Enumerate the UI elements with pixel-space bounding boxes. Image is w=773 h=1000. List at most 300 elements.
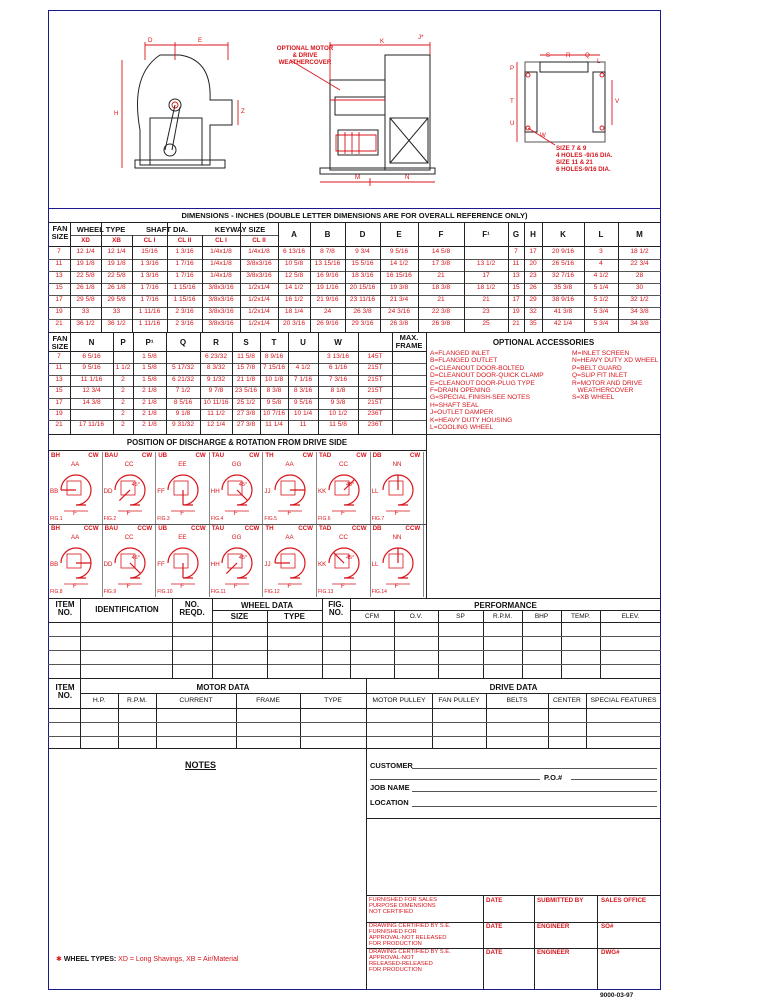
discharge-f-label: F [73, 510, 77, 517]
accessory-item: A=FLANGED INLET [430, 350, 490, 357]
dim2-cell: 2 [121, 410, 125, 417]
dim-cell: 21 [437, 296, 445, 303]
rotation-label: CW [141, 452, 153, 459]
dim-cell: 15 5/16 [351, 260, 374, 267]
fig-no-header: FIG. NO. [328, 600, 344, 617]
dim-cell: 21 3/4 [389, 296, 409, 303]
dim-cell: 33 [112, 308, 121, 315]
dim-cell: 1 3/16 [140, 260, 159, 267]
dim-cell: 13 [512, 272, 520, 279]
dim-cell: 4 1/2 [593, 272, 609, 279]
dim-cell: 19 1/16 [316, 284, 339, 291]
rotation-label: CCW [351, 525, 367, 532]
dim-cell: 29 5/8 [76, 296, 95, 303]
dim-col-header-l: L [598, 230, 604, 239]
discharge-f-label: F [180, 583, 184, 590]
rotation-label: CW [195, 452, 206, 459]
dim-cell: 26 3/8 [431, 320, 451, 327]
dim2-cell: 27 3/8 [236, 421, 256, 429]
drive-col-center: CENTER [553, 697, 581, 704]
dim-cell: 18 1/2 [630, 248, 649, 255]
rotation-label: CCW [244, 525, 260, 532]
angle-label: 45° [131, 555, 140, 561]
rotation-label: CW [88, 452, 99, 459]
dim2-cell: 6 21/32 [172, 375, 194, 383]
fan-scroll-icon [49, 525, 103, 597]
accessory-item: K=HEAVY DUTY HOUSING [430, 416, 513, 424]
dim2-cell: 1 1/2 [115, 364, 131, 372]
discharge-f-label: F [341, 583, 345, 590]
perf-col-ov: O.V. [409, 613, 423, 620]
figure-number: FIG.13 [318, 589, 334, 595]
discharge-f-label: F [394, 510, 399, 517]
discharge-title: POSITION OF DISCHARGE & ROTATION FROM DRIVE SIDE [126, 438, 348, 447]
dim-cell: 1 15/16 [173, 296, 196, 303]
angle-label: 45° [346, 555, 355, 561]
dim-cell: 22 5/8 [107, 272, 126, 279]
location-label: LOCATION [370, 798, 409, 807]
dim2-cell: 27 3/8 [236, 410, 256, 417]
dim2-cell: 215T [367, 387, 383, 395]
motor-col-type: TYPE [324, 697, 342, 704]
dim-k-label: K [380, 38, 385, 45]
figure-number: FIG.2 [103, 516, 117, 522]
fan-size-cell: 19 [55, 308, 63, 315]
dim-cell: 18 1/4 [284, 308, 304, 315]
dim-cell: 10 5/8 [284, 260, 304, 267]
dim2-cell: 2 [121, 398, 125, 406]
dim-col-header-a: A [291, 230, 297, 239]
dim2-cell: 3 13/16 [327, 353, 349, 360]
discharge-side-dim: HH [210, 561, 220, 568]
motor-col-frame: FRAME [256, 697, 280, 704]
approval-status [369, 923, 481, 947]
dim-cell: 8 7/8 [320, 248, 335, 255]
dim-cell: 23 [482, 308, 490, 315]
dim2-cell: 7 3/16 [328, 375, 348, 383]
discharge-side-dim: HH [210, 488, 220, 495]
fan-scroll-icon [156, 525, 210, 597]
discharge-code: TAD [319, 525, 332, 532]
dim-j-label: J* [418, 34, 424, 41]
dimensions-title: DIMENSIONS - INCHES (DOUBLE LETTER DIMENSIONS ARE FOR OVERALL REFERENCE ONLY) [181, 211, 528, 220]
dim-cell: 28 [635, 272, 644, 279]
no-reqd-header: NO. REQD. [179, 600, 205, 617]
dim-cell: 1 7/16 [175, 260, 194, 267]
dim-h-label: H [114, 110, 119, 117]
dim-cell: 20 15/16 [349, 284, 376, 291]
discharge-dim: CC [124, 461, 134, 468]
motor-col-rpm: R.P.M. [127, 697, 147, 704]
discharge-dim: AA [285, 534, 294, 541]
dim2-cell: 6 23/32 [205, 353, 227, 360]
dim-cell: 1/4x1/8 [210, 260, 232, 267]
dim2-cell: 9 5/16 [82, 364, 101, 372]
document-number: 9000-03-97 [600, 992, 634, 999]
figure-number: FIG.8 [50, 589, 63, 595]
dim-cell: 9 5/16 [389, 248, 409, 255]
po-label: P.O.# [544, 773, 563, 782]
discharge-side-dim: BB [50, 561, 59, 568]
dim-cell: 18 3/16 [351, 272, 374, 279]
dim-u-label: U [510, 120, 515, 127]
dim-l-label: L [597, 58, 601, 65]
accessory-item: C=CLEANOUT DOOR-BOLTED [430, 364, 525, 372]
approval-status-line: PURPOSE DIMENSIONS [369, 903, 436, 909]
rotation-label: CCW [137, 525, 153, 532]
dim-cell: 5 3/4 [593, 320, 609, 327]
accessory-item: M=INLET SCREEN [572, 350, 630, 357]
front-view-drawing [0, 0, 773, 210]
dim-v-label: V [615, 98, 620, 105]
dim-cell: 2 3/16 [175, 320, 194, 327]
dim-cell: 22 3/8 [431, 308, 451, 315]
fan-size-header: FAN SIZE [51, 224, 69, 241]
dim-cell: 26 [529, 284, 537, 291]
discharge-figure [317, 452, 371, 524]
discharge-code: BH [51, 452, 60, 459]
discharge-f-label: F [233, 583, 238, 590]
figure-number: FIG.3 [157, 516, 170, 522]
approval-status-line: DRAWING CERTIFIED BY S.E. [369, 923, 451, 929]
fan-scroll-icon [210, 452, 264, 524]
dim-p-label: P [510, 65, 515, 72]
dim-cell: 3 [599, 248, 603, 255]
dim-cell: 16 1/2 [284, 296, 304, 303]
dim-cell: 14 1/2 [284, 284, 304, 291]
wheel-types-footnote: ✱ WHEEL TYPES: XD = Long Shavings, XB = Air/Material [56, 956, 239, 963]
dim2-cell: 2 1/8 [142, 410, 157, 417]
dim-cell: 33 [81, 308, 90, 315]
shaft-cl1-subheader: CL I [143, 237, 156, 244]
dim-cell: 7 [514, 248, 518, 255]
dim2-cell: 17 11/16 [78, 421, 105, 429]
wheel-data-header: WHEEL DATA [241, 601, 293, 610]
accessories-right-list [572, 350, 658, 402]
accessory-item: H=SHAFT SEAL [430, 401, 479, 409]
rotation-label: CW [302, 452, 313, 459]
dim-cell: 13 1/2 [476, 260, 496, 267]
approval-status-line: FOR PRODUCTION [369, 967, 422, 973]
dim-s-label: S [546, 52, 551, 59]
dim-cell: 30 [635, 284, 644, 291]
fan-size-cell: 21 [55, 421, 63, 429]
dim-cell: 11 [512, 260, 520, 267]
dim-cell: 12 1/4 [76, 248, 95, 255]
dim-e-label: E [198, 37, 203, 44]
accessory-item: E=CLEANOUT DOOR-PLUG TYPE [430, 379, 535, 387]
discharge-figure [156, 452, 210, 524]
discharge-figure [210, 525, 264, 597]
dim-cell: 5 1/4 [593, 284, 609, 291]
dim-cell: 17 [482, 272, 490, 279]
dim2-cell: 7 1/2 [175, 387, 191, 395]
approval-status-line: APPROVAL-NOT RELEASED [369, 935, 447, 941]
perf-col-rpm: R.P.M. [492, 613, 513, 620]
dim-cell: 1 11/16 [138, 320, 161, 327]
discharge-side-dim: KK [318, 488, 327, 495]
dim-cell: 24 3/16 [388, 308, 410, 315]
dim2-col-header-w: W [334, 338, 342, 347]
dim-cell: 29 [529, 296, 537, 303]
dim-cell: 25 [482, 320, 490, 327]
fan-size-cell: 17 [55, 296, 63, 303]
discharge-code: TAU [211, 452, 225, 459]
dim-col-header-f: F¹ [482, 230, 490, 239]
approval-office-label: DWG# [601, 949, 620, 956]
dim-cell: 21 9/16 [316, 296, 339, 303]
dim2-cell: 10 1/2 [328, 410, 348, 417]
approval-status-line: FURNISHED FOR SALES [369, 897, 437, 903]
dim2-cell: 1 5/8 [142, 375, 157, 383]
dim-cell: 34 3/8 [630, 320, 649, 327]
accessory-item: Q=SLIP FIT INLET [572, 372, 628, 380]
keyway-size-header: KEYWAY SIZE [214, 225, 266, 234]
figure-number: FIG.12 [264, 589, 280, 595]
dim2-cell: 9 5/8 [266, 398, 282, 406]
dim-cell: 36 1/2 [107, 320, 126, 327]
dim-cell: 35 [529, 320, 537, 327]
perf-col-sp: SP [456, 613, 465, 620]
accessory-item: R=MOTOR AND DRIVE [572, 379, 643, 387]
fan-size-header-2: FAN SIZE [51, 334, 69, 351]
discharge-figure [210, 452, 264, 524]
dim-cell: 1/4x1/8 [210, 248, 232, 255]
dim-col-header-m: M [636, 230, 643, 239]
dim-col-header-k: K [560, 230, 566, 239]
dim-cell: 1 7/16 [175, 272, 194, 279]
discharge-figure [371, 452, 425, 524]
dim2-cell: 236T [367, 410, 383, 417]
drive-col-belts: BELTS [506, 697, 528, 704]
fan-size-cell: 19 [55, 410, 63, 417]
dim-col-header-f: F [438, 230, 444, 239]
dim-cell: 19 1/8 [107, 260, 126, 267]
dim2-cell: 2 1/8 [142, 387, 157, 395]
dim-cell: 14 1/2 [389, 260, 409, 267]
figure-number: FIG.10 [157, 589, 173, 595]
discharge-f-label: F [73, 583, 77, 590]
notes-title: NOTES [185, 760, 217, 770]
wheel-size-header: SIZE [230, 612, 249, 621]
dim2-cell: 23 5/16 [235, 387, 257, 395]
dim2-cell: 10 11/16 [203, 398, 229, 406]
accessory-item: P=BELT GUARD [572, 364, 622, 372]
discharge-dim: CC [124, 534, 134, 541]
dim-n-label: N [405, 174, 410, 181]
dim2-cell: 2 [121, 387, 125, 395]
dim2-col-header-r: R [213, 338, 219, 347]
dim2-cell: 215T [367, 364, 383, 372]
discharge-code: DB [372, 452, 382, 459]
dim-cell: 1/4x1/8 [210, 272, 232, 279]
dim-t-label: T [510, 98, 514, 105]
dim-cell: 20 3/16 [283, 320, 305, 327]
dim-cell: 21 [512, 320, 520, 327]
dim2-cell: 10 1/8 [264, 375, 284, 383]
dim2-cell: 11 5/8 [237, 353, 255, 360]
dim-cell: 1 7/16 [140, 296, 159, 303]
dim-cell: 23 11/16 [349, 296, 376, 303]
dim-cell: 1 7/16 [140, 284, 159, 291]
discharge-f-label: F [126, 583, 131, 590]
accessory-item: G=SPECIAL FINISH-SEE NOTES [430, 394, 530, 402]
dim2-cell: 1 5/8 [142, 364, 157, 372]
fan-scroll-icon [371, 452, 425, 524]
dim-cell: 12 5/8 [284, 272, 304, 279]
dim-cell: 41 3/8 [553, 308, 573, 315]
dim2-cell: 236T [367, 421, 383, 429]
fan-scroll-icon [49, 452, 103, 524]
discharge-figure [103, 525, 157, 597]
dim2-cell: 145T [367, 353, 383, 360]
dim-r-label: R [566, 52, 571, 59]
dim-cell: 14 5/8 [431, 248, 451, 255]
dim-cell: 1 3/16 [140, 272, 159, 279]
dim-cell: 26 1/8 [76, 284, 95, 291]
dim-cell: 19 [512, 308, 520, 315]
fan-scroll-icon [210, 525, 264, 597]
dim-cell: 1 11/16 [138, 308, 161, 315]
fan-size-cell: 7 [57, 248, 61, 255]
dim2-cell: 6 1/16 [328, 364, 348, 372]
rotation-label: CCW [191, 525, 206, 532]
discharge-figure [263, 452, 317, 524]
dim-cell: 16 15/16 [386, 272, 412, 279]
dim-cell: 17 [512, 296, 520, 303]
dim-cell: 16 9/16 [316, 272, 339, 279]
shaft-cl2-subheader: CL II [177, 237, 192, 244]
dim2-col-header-q: Q [179, 338, 187, 347]
dim2-cell: 6 5/16 [82, 353, 101, 360]
approval-status-line: FOR PRODUCTION [369, 941, 422, 947]
dim-cell: 3/8x3/16 [246, 272, 272, 279]
dim-cell: 26 9/16 [316, 320, 339, 327]
fan-scroll-icon [317, 525, 371, 597]
hole-note: SIZE 7 & 9 4 HOLES -9/16 DIA. SIZE 11 & 21 6 HOLES-9/16 DIA. [556, 145, 613, 173]
approval-status [369, 897, 481, 915]
dim-cell: 32 [529, 308, 537, 315]
dim-cell: 5 1/2 [593, 296, 609, 303]
discharge-f-label: F [126, 510, 131, 517]
accessory-item: N=HEAVY DUTY XD WHEEL [572, 357, 659, 365]
dim2-cell: 14 3/8 [82, 398, 101, 406]
discharge-dim: GG [231, 534, 242, 541]
dim-cell: 3/8x3/16 [208, 296, 234, 303]
dim-cell: 13 15/16 [314, 260, 341, 267]
rotation-label: CCW [298, 525, 313, 532]
dim-cell: 2 3/16 [175, 308, 194, 315]
dim-cell: 24 [323, 308, 332, 315]
dim-cell: 20 9/16 [552, 248, 574, 255]
wheel-type-subheader: TYPE [284, 612, 305, 621]
dim2-cell: 10 7/16 [263, 410, 285, 417]
approval-status-line: DRAWING CERTIFIED BY S.E. [369, 949, 451, 955]
fan-scroll-icon [156, 452, 210, 524]
discharge-f-label: F [287, 583, 292, 590]
dim-cell: 1 3/16 [175, 248, 194, 255]
dim-cell: 17 3/8 [431, 260, 451, 267]
discharge-code: DB [372, 525, 382, 532]
rotation-label: CW [409, 452, 421, 459]
fan-size-cell: 11 [55, 364, 63, 372]
wheel-type-header: WHEEL TYPE [76, 225, 126, 234]
discharge-side-dim: BB [50, 488, 59, 495]
discharge-code: TAD [319, 452, 332, 459]
accessory-item: B=FLANGED OUTLET [430, 357, 498, 365]
dim-cell: 22 3/4 [630, 260, 649, 267]
approval-status-line: NOT CERTIFIED [369, 909, 414, 915]
dim-cell: 3/8x3/16 [246, 260, 272, 267]
dim2-cell: 8 5/16 [173, 398, 193, 406]
dim2-col-header-u: U [300, 338, 306, 347]
perf-col-temp: TEMP. [570, 613, 591, 620]
rotation-label: CW [249, 452, 260, 459]
discharge-side-dim: KK [318, 561, 327, 568]
discharge-dim: AA [71, 461, 80, 468]
discharge-code: TH [265, 525, 274, 532]
job-name-label: JOB NAME [370, 783, 410, 792]
dim-cell: 19 1/8 [76, 260, 95, 267]
dim2-cell: 9 31/32 [172, 421, 194, 429]
approval-date-label: DATE [486, 949, 503, 956]
accessory-item: WEATHERCOVER [572, 387, 634, 395]
dim2-cell: 215T [367, 375, 383, 383]
discharge-side-dim: FF [157, 561, 165, 568]
discharge-code: BAU [104, 525, 118, 532]
approval-date-label: DATE [486, 897, 503, 904]
dim-cell: 1/4x1/8 [248, 248, 270, 255]
perf-col-bhp: BHP [534, 613, 549, 620]
identification-header: IDENTIFICATION [95, 605, 159, 614]
dim-col-header-h: H [530, 230, 536, 239]
discharge-f-label: F [287, 510, 292, 517]
rotation-label: CW [356, 452, 367, 459]
dim2-cell: 8 1/8 [330, 387, 346, 395]
dim2-cell: 11 1/4 [265, 421, 283, 429]
discharge-figure [371, 525, 425, 597]
dim2-col-header-p: P¹ [145, 338, 154, 347]
discharge-dim: EE [178, 534, 187, 541]
dim-cell: 1/2x1/4 [248, 308, 270, 315]
dim2-cell: 8 3/32 [206, 364, 226, 372]
approval-office-label: SO# [601, 923, 614, 930]
dim-cell: 1/2x1/4 [248, 320, 270, 327]
dim-cell: 4 [599, 260, 603, 267]
max-frame-header: MAX. FRAME [395, 333, 423, 350]
approval-engineer-label: SUBMITTED BY [537, 897, 584, 904]
discharge-code: TH [265, 452, 274, 459]
accessory-item: D=CLEANOUT DOOR-QUICK CLAMP [430, 372, 544, 380]
discharge-dim: GG [231, 461, 242, 468]
dim-col-header-d: D [359, 230, 366, 239]
discharge-code: BH [51, 525, 60, 532]
discharge-dim: CC [339, 534, 348, 541]
figure-number: FIG.4 [210, 516, 224, 522]
motor-col-hp: H.P. [92, 697, 106, 704]
accessories-title: OPTIONAL ACCESSORIES [492, 338, 595, 347]
dim-cell: 23 [529, 272, 537, 279]
fan-size-cell: 21 [55, 320, 63, 327]
dim2-cell: 8 3/8 [266, 387, 282, 395]
fan-scroll-icon [263, 452, 317, 524]
dim-cell: 21 [437, 272, 445, 279]
asterisk-icon: ✱ [56, 956, 62, 963]
fan-size-cell: 15 [55, 387, 63, 395]
dim-cell: 5 3/4 [593, 308, 609, 315]
discharge-dim: NN [392, 534, 402, 541]
discharge-side-dim: DD [103, 488, 113, 495]
